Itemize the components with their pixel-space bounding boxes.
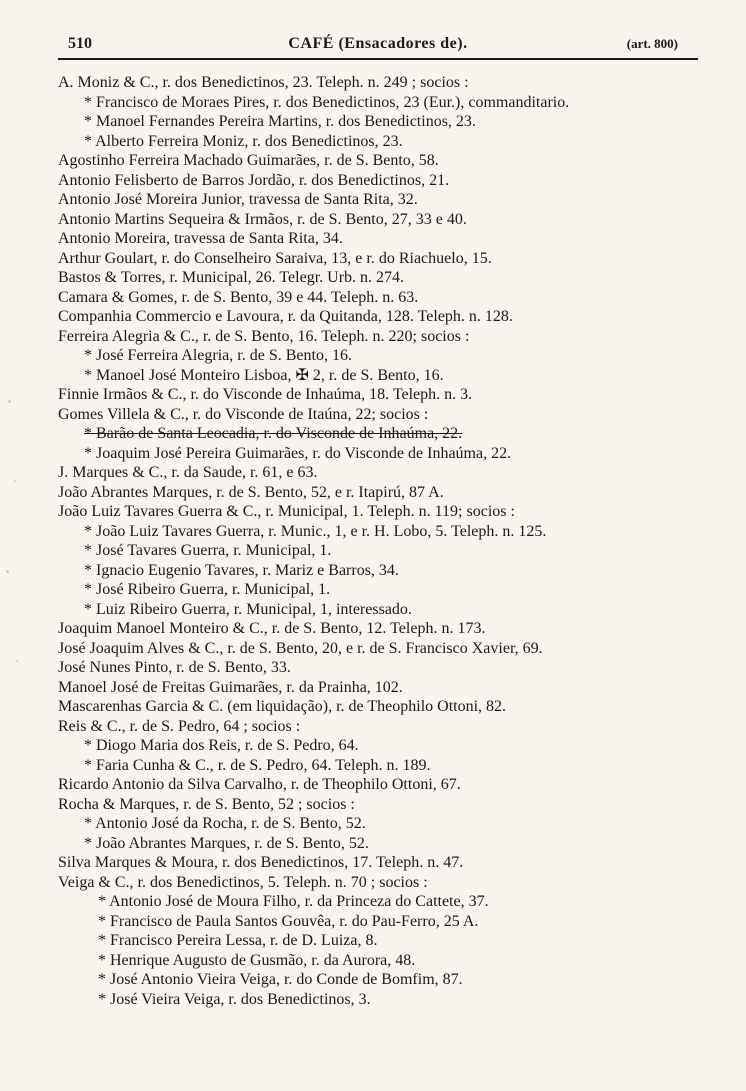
entry-text: Gomes Villela & C., r. do Visconde de Itaúna, 22; socios : xyxy=(58,405,429,423)
entry-text: * Francisco de Moraes Pires, r. dos Benedictinos, 23 (Eur.), commanditario. xyxy=(84,93,570,111)
firm-entry xyxy=(58,678,708,698)
entry-text: José Nunes Pinto, r. de S. Bento, 33. xyxy=(58,659,291,676)
entry-text: * Francisco Pereira Lessa, r. de D. Luiza, 8. xyxy=(98,932,378,949)
entry-text: A. Moniz & C., r. dos Benedictinos, 23. Teleph. n. 249 ; socios : xyxy=(58,74,469,91)
firm-entry xyxy=(58,405,708,425)
partner-entry xyxy=(58,132,708,152)
directory-list xyxy=(58,73,708,1009)
firm-entry xyxy=(58,853,708,873)
partner-entry xyxy=(58,756,708,776)
entry-text: Antonio José Moreira Junior, travessa de Santa Rita, 32. xyxy=(58,191,418,208)
entry-text: * Manoel José Monteiro Lisboa, ✠ 2, r. de S. Bento, 16. xyxy=(84,366,444,384)
firm-entry xyxy=(58,268,708,288)
firm-entry xyxy=(58,873,708,893)
entry-text: Veiga & C., r. dos Benedictinos, 5. Teleph. n. 70 ; socios : xyxy=(58,873,428,891)
header-rule xyxy=(58,58,698,60)
entry-text: Joaquim Manoel Monteiro & C., r. de S. Bento, 12. Teleph. n. 173. xyxy=(58,620,486,637)
firm-entry xyxy=(58,307,708,327)
entry-text: * Diogo Maria dos Reis, r. de S. Pedro, 64. xyxy=(84,737,359,754)
partner-entry xyxy=(58,990,708,1010)
partner-entry xyxy=(58,561,708,581)
entry-text: João Luiz Tavares Guerra & C., r. Municipal, 1. Teleph. n. 119; socios : xyxy=(58,503,515,520)
entry-text: * José Ribeiro Guerra, r. Municipal, 1. xyxy=(84,581,331,598)
entry-text: * José Ferreira Alegria, r. de S. Bento, 16. xyxy=(84,347,352,364)
partner-entry xyxy=(58,931,708,951)
entry-text: Mascarenhas Garcia & C. (em liquidação), r. de Theophilo Ottoni, 82. xyxy=(58,698,507,715)
entry-text: * José Tavares Guerra, r. Municipal, 1. xyxy=(84,542,332,559)
firm-entry xyxy=(58,171,708,191)
margin-stain xyxy=(0,360,38,760)
entry-text: * Luiz Ribeiro Guerra, r. Municipal, 1, interessado. xyxy=(84,600,412,618)
entry-text: * Manoel Fernandes Pereira Martins, r. dos Benedictinos, 23. xyxy=(84,113,476,130)
entry-text: Reis & C., r. de S. Pedro, 64 ; socios : xyxy=(58,717,301,735)
entry-text: Arthur Goulart, r. do Conselheiro Saraiva, 13, e r. do Riachuelo, 15. xyxy=(58,249,492,267)
entry-text: Ferreira Alegria & C., r. de S. Bento, 16. Teleph. n. 220; socios : xyxy=(58,327,470,345)
running-title: CAFÉ (Ensacadores de). xyxy=(288,35,468,52)
entry-text: Antonio Felisberto de Barros Jordão, r. dos Benedictinos, 21. xyxy=(58,171,450,189)
partner-entry xyxy=(58,814,708,834)
firm-entry xyxy=(58,483,708,503)
partner-entry xyxy=(58,580,708,600)
entry-text: J. Marques & C., r. da Saude, r. 61, e 63. xyxy=(58,464,318,481)
entry-text: Companhia Commercio e Lavoura, r. da Quitanda, 128. Teleph. n. 128. xyxy=(58,308,513,325)
article-reference: (art. 800) xyxy=(626,36,678,51)
entry-text: * Antonio José da Rocha, r. de S. Bento, 52. xyxy=(84,815,366,832)
firm-entry xyxy=(58,229,708,249)
entry-text: * João Luiz Tavares Guerra, r. Munic., 1, e r. H. Lobo, 5. Teleph. n. 125. xyxy=(84,522,547,540)
entry-text: * Ignacio Eugenio Tavares, r. Mariz e Barros, 34. xyxy=(84,561,399,579)
partner-entry xyxy=(58,424,708,444)
partner-entry xyxy=(58,834,708,854)
entry-text: Silva Marques & Moura, r. dos Benedictinos, 17. Teleph. n. 47. xyxy=(58,854,464,871)
entry-text: Manoel José de Freitas Guimarães, r. da Prainha, 102. xyxy=(58,678,403,696)
firm-entry xyxy=(58,385,708,405)
firm-entry xyxy=(58,619,708,639)
entry-text: João Abrantes Marques, r. de S. Bento, 52, e r. Itapirú, 87 A. xyxy=(58,483,444,501)
entry-text: * Antonio José de Moura Filho, r. da Princeza do Cattete, 37. xyxy=(98,893,489,910)
partner-entry xyxy=(58,912,708,932)
entry-text: * Faria Cunha & C., r. de S. Pedro, 64. Teleph. n. 189. xyxy=(84,756,431,774)
partner-entry xyxy=(58,600,708,620)
entry-text: Antonio Moreira, travessa de Santa Rita, 34. xyxy=(58,230,343,247)
entry-text: * José Antonio Vieira Veiga, r. do Conde de Bomfim, 87. xyxy=(98,971,463,988)
entry-text: * Joaquim José Pereira Guimarães, r. do Visconde de Inhaúma, 22. xyxy=(84,444,512,462)
firm-entry xyxy=(58,775,708,795)
partner-entry xyxy=(58,93,708,113)
entry-text: * José Vieira Veiga, r. dos Benedictinos, 3. xyxy=(98,990,371,1008)
entry-text: Ricardo Antonio da Silva Carvalho, r. de Theophilo Ottoni, 67. xyxy=(58,776,461,793)
entry-text: Rocha & Marques, r. de S. Bento, 52 ; socios : xyxy=(58,795,355,813)
firm-entry xyxy=(58,795,708,815)
firm-entry xyxy=(58,327,708,347)
entry-text: Agostinho Ferreira Machado Guimarães, r. de S. Bento, 58. xyxy=(58,152,439,169)
page-header xyxy=(60,30,696,56)
partner-entry xyxy=(58,366,708,386)
entry-text: Antonio Martins Sequeira & Irmãos, r. de S. Bento, 27, 33 e 40. xyxy=(58,210,467,228)
partner-entry xyxy=(58,112,708,132)
partner-entry xyxy=(58,970,708,990)
partner-entry xyxy=(58,892,708,912)
partner-entry xyxy=(58,541,708,561)
firm-entry xyxy=(58,210,708,230)
firm-entry xyxy=(58,502,708,522)
entry-text: Camara & Gomes, r. de S. Bento, 39 e 44. Teleph. n. 63. xyxy=(58,288,419,306)
partner-entry xyxy=(58,951,708,971)
firm-entry xyxy=(58,697,708,717)
partner-entry xyxy=(58,346,708,366)
page-number: 510 xyxy=(68,35,92,52)
partner-entry xyxy=(58,736,708,756)
partner-entry xyxy=(58,444,708,464)
entry-text: José Joaquim Alves & C., r. de S. Bento, 20, e r. de S. Francisco Xavier, 69. xyxy=(58,639,543,657)
firm-entry xyxy=(58,717,708,737)
entry-text: * Francisco de Paula Santos Gouvêa, r. do Pau-Ferro, 25 A. xyxy=(98,912,479,930)
partner-entry xyxy=(58,522,708,542)
entry-text: * João Abrantes Marques, r. de S. Bento, 52. xyxy=(84,834,369,852)
firm-entry xyxy=(58,151,708,171)
firm-entry xyxy=(58,73,708,93)
firm-entry xyxy=(58,639,708,659)
firm-entry xyxy=(58,249,708,269)
firm-entry xyxy=(58,658,708,678)
firm-entry xyxy=(58,190,708,210)
entry-text: Finnie Irmãos & C., r. do Visconde de Inhaúma, 18. Teleph. n. 3. xyxy=(58,386,473,403)
entry-text: * Barão de Santa Leocadia, r. do Visconde de Inhaúma, 22. xyxy=(84,425,463,442)
firm-entry xyxy=(58,288,708,308)
firm-entry xyxy=(58,463,708,483)
entry-text: * Henrique Augusto de Gusmão, r. da Aurora, 48. xyxy=(98,951,416,969)
entry-text: Bastos & Torres, r. Municipal, 26. Telegr. Urb. n. 274. xyxy=(58,269,405,286)
entry-text: * Alberto Ferreira Moniz, r. dos Benedictinos, 23. xyxy=(84,132,403,150)
